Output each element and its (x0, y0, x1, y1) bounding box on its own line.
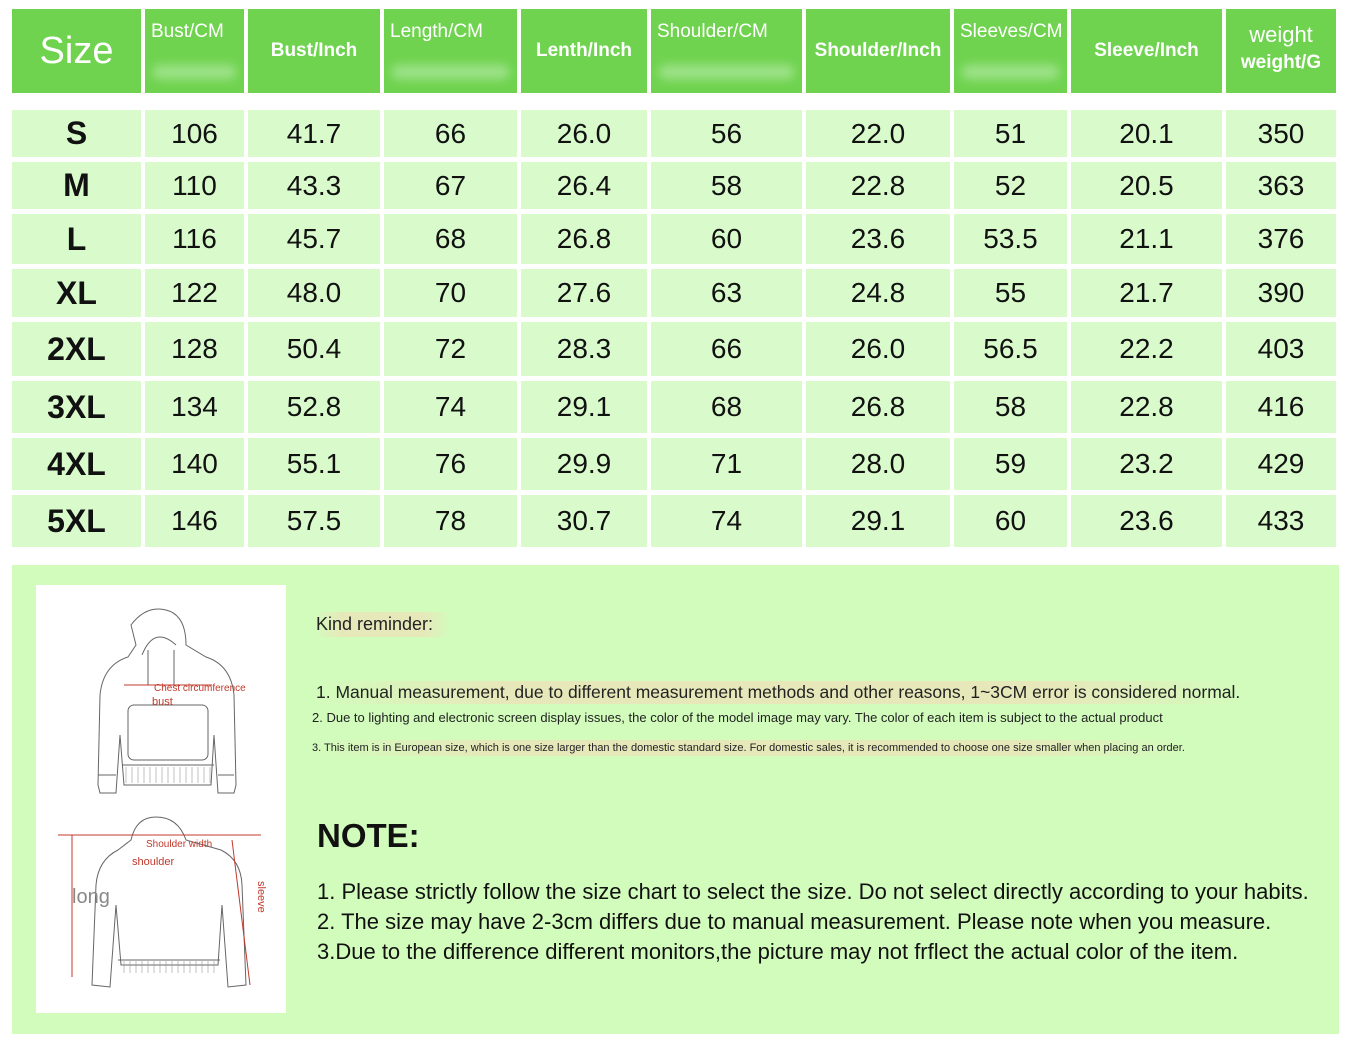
info-panel (12, 565, 1339, 1034)
table-row (12, 162, 1339, 209)
measurement-diagram (36, 585, 286, 1013)
header-bust-cm (145, 9, 244, 93)
size-label: M (12, 162, 141, 209)
table-cell-weight: 416 (1226, 381, 1336, 433)
table-row (12, 110, 1339, 157)
size-chart-table (12, 9, 1339, 552)
table-cell-length-inch: 26.4 (521, 162, 647, 209)
table-cell-shoulder-inch: 22.8 (806, 162, 950, 209)
reminder-title: Kind reminder: (314, 612, 451, 637)
table-cell-length-cm: 70 (384, 269, 517, 317)
table-cell-shoulder-inch: 24.8 (806, 269, 950, 317)
table-cell-weight: 390 (1226, 269, 1336, 317)
table-cell-shoulder-cm: 56 (651, 110, 802, 157)
table-cell-bust-cm: 128 (145, 322, 244, 376)
table-cell-bust-inch: 55.1 (248, 438, 380, 490)
table-cell-bust-cm: 134 (145, 381, 244, 433)
header-label: Lenth/Inch (535, 40, 633, 61)
blurred-text (659, 65, 794, 79)
table-cell-bust-inch: 43.3 (248, 162, 380, 209)
header-shoulder-inch (806, 9, 950, 93)
table-cell-shoulder-inch: 29.1 (806, 495, 950, 547)
table-cell-shoulder-inch: 28.0 (806, 438, 950, 490)
header-label: weight (1249, 22, 1313, 47)
table-cell-bust-cm: 116 (145, 214, 244, 264)
shoulder-en-label: Shoulder width (146, 839, 213, 850)
table-cell-length-inch: 30.7 (521, 495, 647, 547)
sleeve-measure-line (232, 840, 250, 985)
table-cell-shoulder-cm: 58 (651, 162, 802, 209)
table-cell-bust-cm: 110 (145, 162, 244, 209)
table-cell-sleeves-cm: 60 (954, 495, 1067, 547)
blurred-text (153, 65, 236, 79)
table-cell-weight: 403 (1226, 322, 1336, 376)
table-row (12, 495, 1339, 547)
size-label: L (12, 214, 141, 264)
table-cell-bust-cm: 106 (145, 110, 244, 157)
size-label: 3XL (12, 381, 141, 433)
table-row (12, 322, 1339, 376)
table-cell-sleeve-inch: 23.2 (1071, 438, 1222, 490)
reminder-item-1: 1. Manual measurement, due to different measurement methods and other reasons, 1~3CM error is considered normal. (312, 681, 1244, 704)
table-cell-sleeves-cm: 56.5 (954, 322, 1067, 376)
table-cell-bust-cm: 140 (145, 438, 244, 490)
table-row (12, 438, 1339, 490)
table-cell-bust-inch: 57.5 (248, 495, 380, 547)
table-cell-shoulder-inch: 26.0 (806, 322, 950, 376)
table-cell-length-cm: 78 (384, 495, 517, 547)
table-cell-sleeve-inch: 21.1 (1071, 214, 1222, 264)
header-weight (1226, 9, 1336, 93)
header-length-inch (521, 9, 647, 93)
table-body (12, 110, 1339, 547)
table-cell-shoulder-cm: 68 (651, 381, 802, 433)
header-label: Shoulder/Inch (814, 40, 942, 61)
bust-label: bust (152, 696, 173, 708)
table-cell-shoulder-cm: 74 (651, 495, 802, 547)
header-sleeve-inch (1071, 9, 1222, 93)
table-cell-bust-inch: 41.7 (248, 110, 380, 157)
header-sleeves-cm (954, 9, 1067, 93)
table-cell-sleeve-inch: 20.5 (1071, 162, 1222, 209)
header-length-cm (384, 9, 517, 93)
table-cell-sleeve-inch: 23.6 (1071, 495, 1222, 547)
table-cell-bust-cm: 122 (145, 269, 244, 317)
table-cell-weight: 376 (1226, 214, 1336, 264)
header-label: Sleeve/Inch (1094, 40, 1199, 61)
chest-label: Chest circumference (154, 683, 246, 694)
size-label: 5XL (12, 495, 141, 547)
size-label: S (12, 110, 141, 157)
table-cell-length-inch: 29.1 (521, 381, 647, 433)
header-row (12, 9, 1339, 93)
size-label: 2XL (12, 322, 141, 376)
table-cell-shoulder-inch: 26.8 (806, 381, 950, 433)
table-cell-bust-inch: 45.7 (248, 214, 380, 264)
hoodie-diagram-svg (36, 585, 286, 1013)
length-label: long (72, 886, 110, 908)
table-cell-sleeve-inch: 21.7 (1071, 269, 1222, 317)
note-title: NOTE: (317, 817, 420, 854)
table-cell-weight: 363 (1226, 162, 1336, 209)
sleeve-label: sleeve (255, 881, 267, 913)
table-cell-length-cm: 74 (384, 381, 517, 433)
table-cell-length-inch: 29.9 (521, 438, 647, 490)
header-size (12, 9, 141, 93)
table-cell-shoulder-cm: 60 (651, 214, 802, 264)
table-cell-shoulder-inch: 22.0 (806, 110, 950, 157)
table-cell-length-inch: 26.8 (521, 214, 647, 264)
table-cell-sleeves-cm: 55 (954, 269, 1067, 317)
blurred-text (392, 65, 509, 79)
table-cell-weight: 350 (1226, 110, 1336, 157)
header-label: Sleeves/CM (960, 21, 1063, 42)
note-line-1: 1. Please strictly follow the size chart to select the size. Do not select directly according to your habits. (317, 879, 1309, 904)
table-cell-shoulder-cm: 63 (651, 269, 802, 317)
table-cell-shoulder-inch: 23.6 (806, 214, 950, 264)
table-row (12, 381, 1339, 433)
table-cell-sleeves-cm: 51 (954, 110, 1067, 157)
header-sublabel: weight/G (1240, 52, 1322, 73)
table-row (12, 269, 1339, 317)
shoulder-cn-label: shoulder (132, 856, 175, 868)
table-cell-weight: 433 (1226, 495, 1336, 547)
header-shoulder-cm (651, 9, 802, 93)
table-cell-length-inch: 28.3 (521, 322, 647, 376)
note-line-2: 2. The size may have 2-3cm differs due to manual measurement. Please note when you measure. (317, 909, 1272, 934)
header-label: Bust/Inch (270, 40, 358, 61)
table-cell-sleeve-inch: 22.8 (1071, 381, 1222, 433)
table-cell-length-inch: 27.6 (521, 269, 647, 317)
table-cell-length-cm: 66 (384, 110, 517, 157)
header-label: Length/CM (390, 21, 483, 42)
header-bust-inch (248, 9, 380, 93)
table-row (12, 214, 1339, 264)
table-cell-shoulder-cm: 66 (651, 322, 802, 376)
reminder-item-2: 2. Due to lighting and electronic screen display issues, the color of the model image may vary. The color of each item is subject to the actual product (312, 710, 1163, 725)
table-cell-sleeves-cm: 53.5 (954, 214, 1067, 264)
reminder-item-3: 3. This item is in European size, which is one size larger than the domestic standard size. For domestic sales, it is recommended to choose one size smaller when placing an order. (312, 742, 1185, 754)
table-cell-sleeves-cm: 52 (954, 162, 1067, 209)
table-cell-bust-inch: 50.4 (248, 322, 380, 376)
note-line-3: 3.Due to the difference different monitors,the picture may not frflect the actual color of the item. (317, 939, 1239, 964)
table-cell-bust-inch: 48.0 (248, 269, 380, 317)
table-cell-length-inch: 26.0 (521, 110, 647, 157)
table-cell-length-cm: 72 (384, 322, 517, 376)
size-label: 4XL (12, 438, 141, 490)
table-cell-bust-cm: 146 (145, 495, 244, 547)
table-cell-sleeves-cm: 59 (954, 438, 1067, 490)
size-label: XL (12, 269, 141, 317)
header-label: Shoulder/CM (657, 21, 768, 42)
header-label: Bust/CM (151, 21, 224, 42)
table-cell-sleeve-inch: 22.2 (1071, 322, 1222, 376)
table-cell-sleeves-cm: 58 (954, 381, 1067, 433)
table-cell-length-cm: 68 (384, 214, 517, 264)
header-label: Size (39, 29, 114, 72)
table-cell-sleeve-inch: 20.1 (1071, 110, 1222, 157)
table-cell-shoulder-cm: 71 (651, 438, 802, 490)
blurred-text (962, 65, 1059, 79)
table-cell-length-cm: 67 (384, 162, 517, 209)
table-cell-length-cm: 76 (384, 438, 517, 490)
table-cell-weight: 429 (1226, 438, 1336, 490)
table-cell-bust-inch: 52.8 (248, 381, 380, 433)
